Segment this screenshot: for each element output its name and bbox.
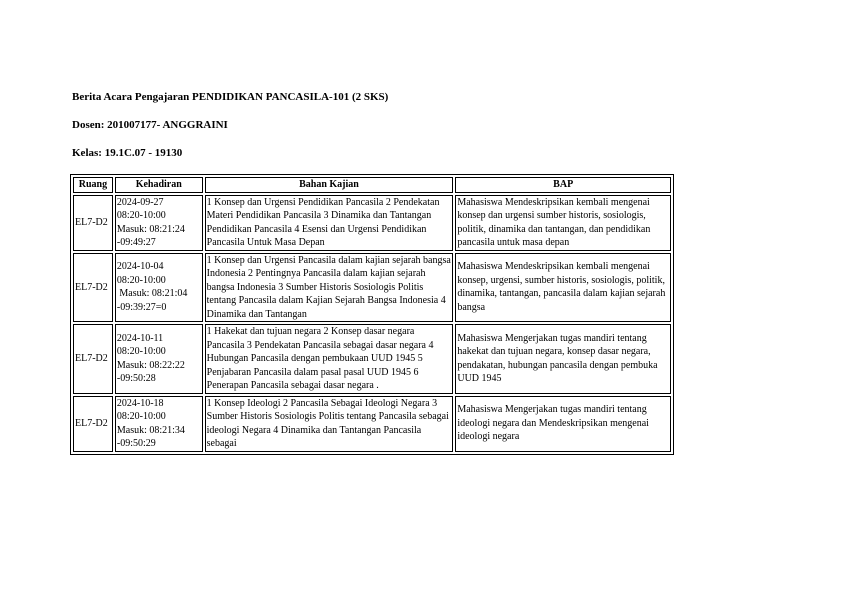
attendance-checkin: Masuk: 08:22:22 [116, 359, 185, 371]
room-cell: EL7-D2 [73, 396, 113, 452]
attendance-cell [115, 253, 203, 323]
table-row [73, 253, 671, 323]
attendance-schedule: 08:20-10:00 [116, 210, 166, 221]
room-cell: EL7-D2 [73, 324, 113, 394]
bap-cell: Mahasiswa Mendeskripsikan kembali mengenai konsep, urgensi, sumber historis, sosiologis, politik, dinamika, tantangan, pancasila dalam kajian sejarah bangsa [455, 253, 671, 323]
attendance-date: 2024-10-11 [116, 332, 164, 344]
attendance-checkin: Masuk: 08:21:04 [116, 288, 188, 300]
attendance-schedule: 08:20-10:00 [116, 274, 166, 286]
attendance-schedule: 08:20-10:00 [116, 346, 166, 358]
study-material-cell: 1 Konsep dan Urgensi Pancasila dalam kajian sejarah bangsa Indonesia 2 Pentingnya Pancasila dalam kajian sejarah bangsa Indonesia 3 Sumber Historis Sosiologis Politis tentang Pancasila dalam Kajian Sejarah Bangsa Indonesia 4 Dinamika dan Tantangan [205, 253, 454, 323]
study-material-cell: 1 Hakekat dan tujuan negara 2 Konsep dasar negara Pancasila 3 Pendekatan Pancasila sebagai dasar negara 4 Hubungan Pancasila dengan pembukaan UUD 1945 5 Penjabaran Pancasila dalam pasal pasal UUD 1945 6 Penerapan Pancasila sebagai dasar negara . [205, 324, 454, 394]
attendance-checkout: -09:39:27=0 [116, 301, 167, 313]
header-kehadiran: Kehadiran [115, 177, 203, 193]
room-cell: EL7-D2 [73, 253, 113, 323]
lecturer-line: Dosen: 201007177- ANGGRAINI [72, 119, 228, 131]
table-row [73, 195, 671, 251]
study-material-cell: 1 Konsep Ideologi 2 Pancasila Sebagai Ideologi Negara 3 Sumber Historis Sosiologis Politis tentang Pancasila sebagai ideologi Negara 4 Dinamika dan Tantangan Pancasila sebagai [205, 396, 454, 452]
study-material-cell: 1 Konsep dan Urgensi Pendidikan Pancasila 2 Pendekatan Materi Pendidikan Pancasila 3 Dinamika dan Tantangan Pendidikan Pancasila 4 Esensi dan Urgensi Pendidikan Pancasila Untuk Masa Depan [205, 195, 454, 251]
bap-cell: Mahasiswa Mengerjakan tugas mandiri tentang hakekat dan tujuan negara, konsep dasar negara, pendakatan, hubungan pancasila dengan pembuka UUD 1945 [455, 324, 671, 394]
header-ruang: Ruang [73, 177, 113, 193]
attendance-checkout: -09:49:27 [116, 237, 156, 248]
attendance-cell [115, 195, 203, 251]
header-bap: BAP [455, 177, 671, 193]
attendance-checkin: Masuk: 08:21:24 [116, 223, 185, 235]
attendance-checkout: -09:50:28 [116, 373, 156, 385]
attendance-date: 2024-10-04 [116, 261, 164, 273]
attendance-checkout: -09:50:29 [116, 438, 156, 449]
bap-cell: Mahasiswa Mendeskripsikan kembali mengenai konsep dan urgensi sumber historis, sosiologis, politik, dinamika dan tantangan, dan pendidikan pancasila untuk masa depan [455, 195, 671, 251]
document-title: Berita Acara Pengajaran PENDIDIKAN PANCASILA-101 (2 SKS) [72, 91, 389, 103]
room-cell: EL7-D2 [73, 195, 113, 251]
table-row [73, 396, 671, 452]
attendance-cell [115, 396, 203, 452]
teaching-record-table [70, 174, 674, 455]
table-row [73, 324, 671, 394]
attendance-schedule: 08:20-10:00 [116, 411, 166, 422]
attendance-cell [115, 324, 203, 394]
header-bahan-kajian: Bahan Kajian [205, 177, 454, 193]
class-line: Kelas: 19.1C.07 - 19130 [72, 147, 183, 159]
attendance-date: 2024-09-27 [116, 196, 164, 208]
table-header-row [73, 177, 671, 193]
attendance-checkin: Masuk: 08:21:34 [116, 424, 185, 436]
attendance-date: 2024-10-18 [116, 397, 164, 409]
bap-cell: Mahasiswa Mengerjakan tugas mandiri tentang ideologi negara dan Mendeskripsikan mengenai ideologi negara [455, 396, 671, 452]
